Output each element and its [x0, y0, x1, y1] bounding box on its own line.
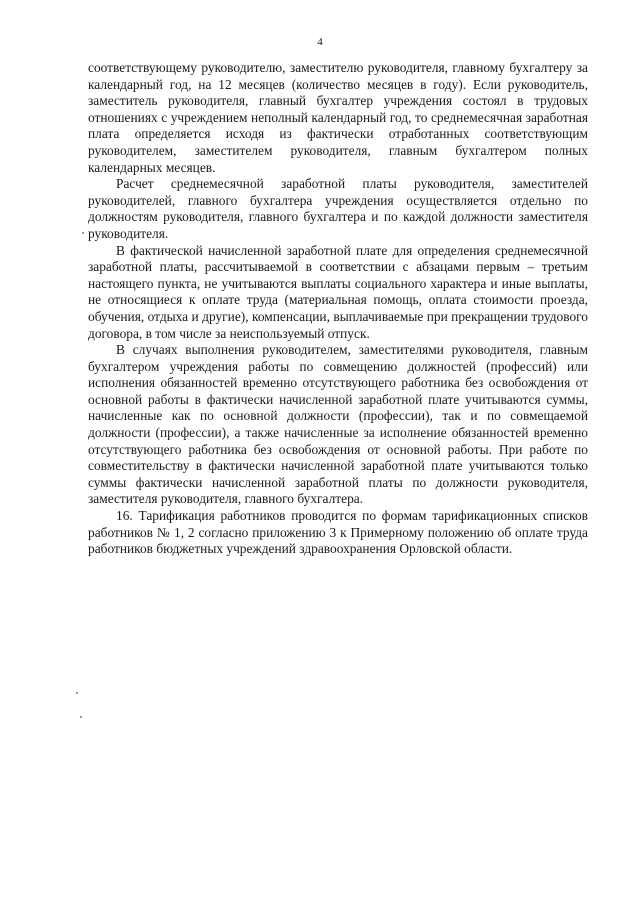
paragraph: В фактической начисленной заработной плате для определения среднемесячной заработной платы, рассчитываемой в соответствии с абзацами первым – третьим настоящего пункта, не учитываются выплаты социального характера и иные выплаты, не относящиеся к оплате труда (материальная помощь, оплата стоимости проезда, обучения, отдыха и другие), компенсации, выплачиваемые при прекращении трудового договора, в том числе за неиспользуемый отпуск.: [88, 242, 588, 341]
document-body: [88, 60, 588, 558]
page-number: 4: [317, 36, 323, 48]
paragraph: В случаях выполнения руководителем, заместителями руководителя, главным бухгалтером учреждения работы по совмещению должностей (профессий) или исполнения обязанностей временно отсутствующего работника без освобождения от основной работы в фактически начисленной заработной плате учитываются суммы, начисленные как по основной должности (профессии), так и по совмещаемой должности (профессии), а также начисленные за исполнение обязанностей временно отсутствующего работника без освобождения от основной работы. При работе по совместительству в фактически начисленной заработной плате учитываются только суммы фактически начисленной заработной платы по должности руководителя, заместителя руководителя, главного бухгалтера.: [88, 342, 588, 507]
scan-speck: [80, 716, 82, 718]
scan-speck: [82, 232, 84, 234]
scan-speck: [76, 692, 78, 694]
paragraph-continued: соответствующему руководителю, заместителю руководителя, главному бухгалтеру за календарный год, на 12 месяцев (количество месяцев в году). Если руководитель, заместитель руководителя, главный бухгалтер учреждения состоял в трудовых отношениях с учреждением неполный календарный год, то среднемесячная заработная плата определяется исходя из фактически отработанных соответствующим руководителем, заместителем руководителя, главным бухгалтером полных календарных месяцев.: [88, 60, 588, 175]
paragraph: Расчет среднемесячной заработной платы руководителя, заместителей руководителей, главного бухгалтера учреждения осуществляется отдельно по должностям руководителя, главного бухгалтера и по каждой должности заместителя руководителя.: [88, 176, 588, 241]
paragraph-item-16: 16. Тарификация работников проводится по формам тарификационных списков работников № 1, 2 согласно приложению 3 к Примерному положению об оплате труда работников бюджетных учреждений здравоохранения Орловской области.: [88, 508, 588, 557]
